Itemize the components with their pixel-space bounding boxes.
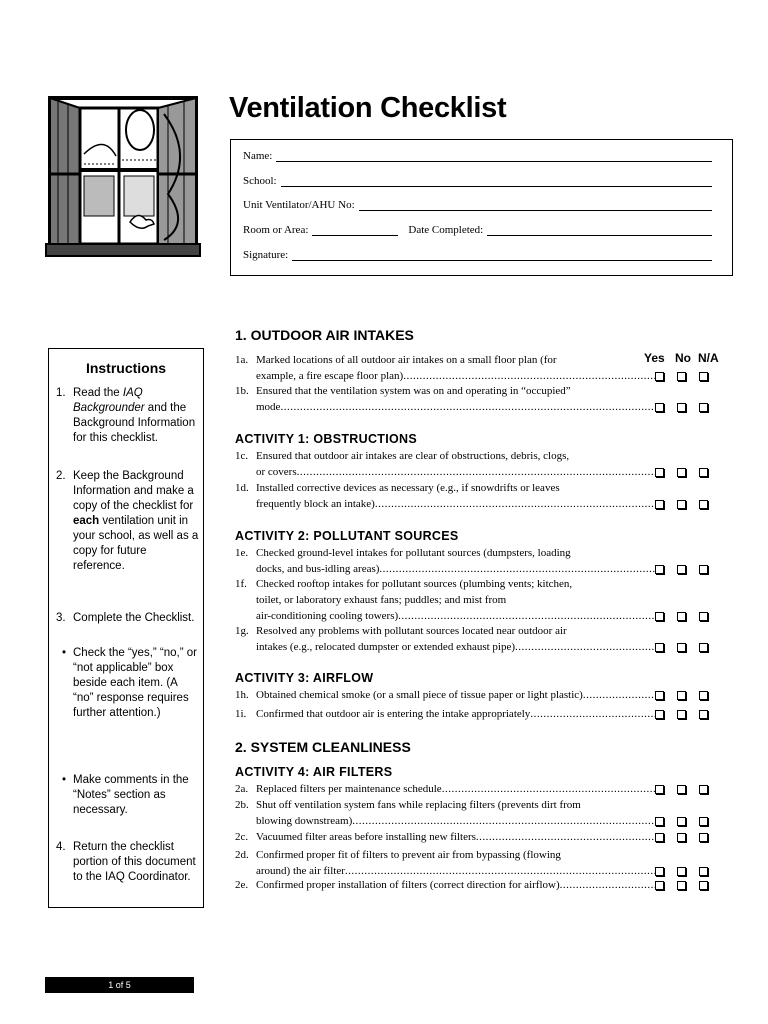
- item-text-line: Obtained chemical smoke (or a small piece of tissue paper or light plastic): [256, 689, 583, 701]
- checkbox-yes[interactable]: [655, 833, 664, 842]
- instructions-box: [48, 348, 204, 908]
- school-row: [243, 171, 712, 187]
- activity-heading: ACTIVITY 4: AIR FILTERS: [235, 765, 393, 779]
- checkbox-yes[interactable]: [655, 785, 664, 794]
- item-text-line: Checked rooftop intakes for pollutant sources (plumbing vents; kitchen,: [256, 578, 573, 590]
- checkbox-yes[interactable]: [655, 403, 664, 412]
- checkbox-yes[interactable]: [655, 867, 664, 876]
- item-text-line: frequently block an intake): [256, 498, 375, 510]
- unit-row: [243, 195, 712, 211]
- name-row: [243, 146, 712, 162]
- checkbox-no[interactable]: [677, 691, 686, 700]
- checkbox-na[interactable]: [699, 691, 708, 700]
- column-na: N/A: [698, 351, 719, 365]
- leader-dots: [403, 368, 655, 384]
- column-yes: Yes: [644, 351, 665, 365]
- instruction-item: 2. Keep the Background Information and make a copy of the checklist for each ventilation unit in your school, as well as a copy for future reference.: [56, 470, 199, 572]
- checklist-item-1b: [235, 383, 655, 415]
- item-text-line: mode: [256, 401, 281, 413]
- checkbox-yes[interactable]: [655, 468, 664, 477]
- checkbox-yes[interactable]: [655, 881, 664, 890]
- instruction-item: 1. Read the IAQ Backgrounder and the Background Information for this checklist.: [56, 387, 196, 444]
- checkbox-no[interactable]: [677, 468, 686, 477]
- checkbox-na[interactable]: [699, 403, 708, 412]
- item-text-line: example, a fire escape floor plan): [256, 370, 404, 382]
- checklist-item-1e: [235, 545, 655, 577]
- item-code: 1d.: [235, 482, 249, 494]
- checkbox-no[interactable]: [677, 565, 686, 574]
- checkbox-no[interactable]: [677, 372, 686, 381]
- item-code: 1g.: [235, 625, 249, 637]
- instruction-bullet: • Check the “yes,” “no,” or “not applicable” box beside each item. (A “no” response requires further attention.): [62, 647, 197, 719]
- room-label: Room or Area:: [243, 224, 309, 236]
- checkbox-yes[interactable]: [655, 643, 664, 652]
- checkbox-no[interactable]: [677, 710, 686, 719]
- item-text-line: or covers: [256, 466, 297, 478]
- checklist-item-1a: [235, 352, 655, 384]
- item-text-line: Checked ground-level intakes for pollutant sources (dumpsters, loading: [256, 547, 571, 559]
- checkbox-na[interactable]: [699, 785, 708, 794]
- checkbox-na[interactable]: [699, 867, 708, 876]
- unit-label: Unit Ventilator/AHU No:: [243, 199, 355, 211]
- name-label: Name:: [243, 150, 273, 162]
- leader-dots: [280, 399, 655, 415]
- name-field[interactable]: [276, 149, 712, 162]
- date-field[interactable]: [487, 223, 712, 236]
- checkbox-yes[interactable]: [655, 372, 664, 381]
- item-text-line: toilet, or laboratory exhaust fans; puddles; and mist from: [256, 594, 507, 606]
- item-text-line: Confirmed that outdoor air is entering the intake appropriately: [256, 708, 531, 720]
- room-date-row: [243, 220, 712, 236]
- item-text-line: Resolved any problems with pollutant sources located near outdoor air: [256, 625, 567, 637]
- item-code: 1h.: [235, 689, 249, 701]
- date-label: Date Completed:: [408, 224, 484, 236]
- checkbox-yes[interactable]: [655, 500, 664, 509]
- room-field[interactable]: [312, 223, 398, 236]
- item-text-line: Shut off ventilation system fans while replacing filters (prevents dirt from: [256, 799, 581, 811]
- leader-dots: [297, 464, 655, 480]
- checkbox-na[interactable]: [699, 881, 708, 890]
- item-text-line: Confirmed proper installation of filters (correct direction for airflow): [256, 879, 560, 891]
- checklist-item-2d: [235, 847, 655, 879]
- item-code: 2a.: [235, 783, 249, 795]
- item-code: 2d.: [235, 849, 249, 861]
- checkbox-na[interactable]: [699, 643, 708, 652]
- info-form: [230, 139, 733, 276]
- leader-dots: [583, 687, 655, 703]
- checklist-item-1i: [235, 706, 655, 722]
- instruction-item: 4. Return the checklist portion of this document to the IAQ Coordinator.: [56, 841, 196, 883]
- checkbox-na[interactable]: [699, 710, 708, 719]
- unit-field[interactable]: [359, 198, 712, 211]
- item-text-line: Marked locations of all outdoor air intakes on a small floor plan (for: [256, 354, 557, 366]
- leader-dots: [515, 639, 655, 655]
- leader-dots: [379, 561, 655, 577]
- item-text-line: Vacuumed filter areas before installing new filters: [256, 831, 476, 843]
- item-code: 1e.: [235, 547, 249, 559]
- item-code: 2b.: [235, 799, 249, 811]
- checkbox-no[interactable]: [677, 881, 686, 890]
- checkbox-no[interactable]: [677, 785, 686, 794]
- instructions-heading: Instructions: [85, 360, 167, 376]
- checkbox-no[interactable]: [677, 817, 686, 826]
- leader-dots: [442, 781, 655, 797]
- activity-heading: ACTIVITY 1: OBSTRUCTIONS: [235, 432, 417, 446]
- checkbox-yes[interactable]: [655, 817, 664, 826]
- item-text-line: Confirmed proper fit of filters to prevent air from bypassing (flowing: [256, 849, 561, 861]
- column-no: No: [675, 351, 691, 365]
- checkbox-yes[interactable]: [655, 612, 664, 621]
- checklist-item-1h: [235, 687, 655, 703]
- item-code: 1a.: [235, 354, 249, 366]
- signature-label: Signature:: [243, 249, 289, 261]
- checklist-item-2c: [235, 829, 655, 845]
- checkbox-na[interactable]: [699, 565, 708, 574]
- checkbox-no[interactable]: [677, 867, 686, 876]
- checkbox-no[interactable]: [677, 612, 686, 621]
- checkbox-no[interactable]: [677, 403, 686, 412]
- item-text-line: docks, and bus-idling areas): [256, 563, 380, 575]
- checkbox-na[interactable]: [699, 372, 708, 381]
- section-heading: 2. SYSTEM CLEANLINESS: [235, 739, 411, 755]
- leader-dots: [560, 877, 655, 893]
- leader-dots: [352, 813, 655, 829]
- item-text-line: Ensured that the ventilation system was on and operating in “occupied”: [256, 385, 571, 397]
- item-code: 1b.: [235, 385, 249, 397]
- leader-dots: [398, 608, 655, 624]
- checkbox-na[interactable]: [699, 500, 708, 509]
- checklist-item-2a: [235, 781, 655, 797]
- item-text-line: Installed corrective devices as necessary (e.g., if snowdrifts or leaves: [256, 482, 560, 494]
- item-text-line: air-conditioning cooling towers): [256, 610, 399, 622]
- checklist-item-1f: [235, 576, 655, 624]
- checklist-item-2b: [235, 797, 655, 829]
- checkbox-no[interactable]: [677, 643, 686, 652]
- item-code: 2e.: [235, 879, 249, 891]
- page-number: 1 of 5: [45, 977, 194, 993]
- open-window-illustration: [44, 94, 202, 260]
- item-code: 2c.: [235, 831, 249, 843]
- checklist-item-2e: [235, 877, 655, 893]
- checklist-item-1d: [235, 480, 655, 512]
- item-text-line: around) the air filter: [256, 865, 345, 877]
- item-text-line: intakes (e.g., relocated dumpster or extended exhaust pipe): [256, 641, 516, 653]
- signature-row: [243, 245, 712, 261]
- checkbox-yes[interactable]: [655, 710, 664, 719]
- item-text-line: Ensured that outdoor air intakes are clear of obstructions, debris, clogs,: [256, 450, 570, 462]
- checklist-item-1g: [235, 623, 655, 655]
- checkbox-na[interactable]: [699, 612, 708, 621]
- checkbox-na[interactable]: [699, 468, 708, 477]
- school-label: School:: [243, 175, 277, 187]
- checkbox-na[interactable]: [699, 817, 708, 826]
- checkbox-yes[interactable]: [655, 565, 664, 574]
- activity-heading: ACTIVITY 3: AIRFLOW: [235, 671, 374, 685]
- item-text-line: blowing downstream): [256, 815, 353, 827]
- signature-field[interactable]: [292, 248, 712, 261]
- instruction-item: 3. Complete the Checklist.: [56, 612, 195, 624]
- school-field[interactable]: [281, 174, 712, 187]
- item-code: 1f.: [235, 578, 247, 590]
- section-heading: 1. OUTDOOR AIR INTAKES: [235, 327, 414, 343]
- leader-dots: [530, 706, 655, 722]
- leader-dots: [375, 496, 655, 512]
- instruction-bullet: • Make comments in the “Notes” section as necessary.: [62, 774, 189, 816]
- item-text-line: Replaced filters per maintenance schedule: [256, 783, 442, 795]
- checkbox-no[interactable]: [677, 833, 686, 842]
- item-code: 1i.: [235, 708, 247, 720]
- leader-dots: [476, 829, 655, 845]
- page-title: Ventilation Checklist: [229, 92, 507, 124]
- checklist-item-1c: [235, 448, 655, 480]
- checkbox-yes[interactable]: [655, 691, 664, 700]
- item-code: 1c.: [235, 450, 249, 462]
- checkbox-na[interactable]: [699, 833, 708, 842]
- activity-heading: ACTIVITY 2: POLLUTANT SOURCES: [235, 529, 459, 543]
- checkbox-no[interactable]: [677, 500, 686, 509]
